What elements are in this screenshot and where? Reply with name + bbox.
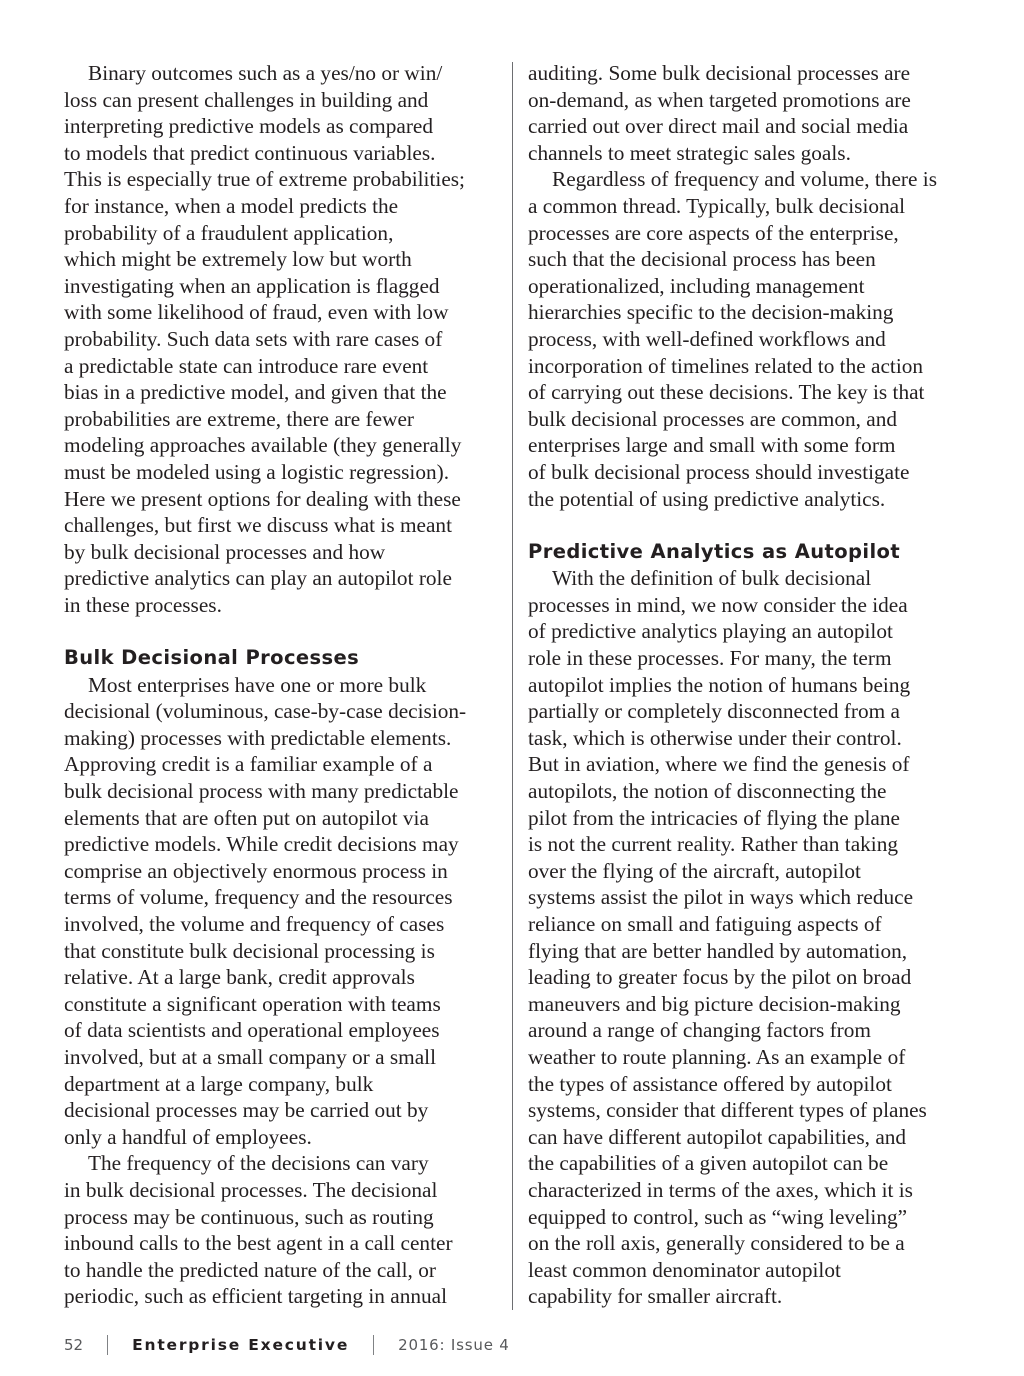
text-line: is not the current reality. Rather than taking [528,832,899,857]
text-line: process may be continuous, such as routing [64,1204,434,1229]
text-line: systems, consider that different types of planes [528,1098,927,1123]
text-line: bulk decisional processes are common, and [528,406,898,431]
text-line: maneuvers and big picture decision-making [528,991,901,1016]
text-line: But in aviation, where we find the genesis of [528,752,910,777]
footer-divider [373,1335,374,1355]
text-line: to handle the predicted nature of the call, or [64,1257,436,1282]
text-line: weather to route planning. As an example of [528,1044,906,1069]
text-line: autopilots, the notion of disconnecting the [528,779,887,804]
magazine-title: Enterprise Executive [132,1336,350,1354]
text-line: hierarchies specific to the decision-making [528,300,894,325]
left-column [64,60,500,1310]
text-line: periodic, such as efficient targeting in annual [64,1284,448,1309]
text-line: capability for smaller aircraft. [528,1284,783,1309]
paragraph-gap [64,618,500,645]
section-heading-predictive-analytics-autopilot: Predictive Analytics as Autopilot [528,539,901,563]
text-line: process, with well-defined workflows and [528,326,886,351]
text-line: least common denominator autopilot [528,1257,841,1282]
text-line: inbound calls to the best agent in a call center [64,1231,453,1256]
text-line: can have different autopilot capabilities, and [528,1124,907,1149]
text-line: processes in mind, we now consider the idea [528,592,908,617]
column-divider [512,62,513,1310]
text-line: The frequency of the decisions can vary [88,1151,429,1176]
page-number: 52 [64,1336,84,1354]
text-line: relative. At a large bank, credit approvals [64,965,415,990]
text-line: Most enterprises have one or more bulk [88,672,427,697]
text-line: task, which is otherwise under their control. [528,725,902,750]
text-line: reliance on small and fatiguing aspects of [528,912,882,936]
text-line: enterprises large and small with some form [528,433,896,458]
bulk-decisional-paragraph [64,672,500,1151]
frequency-paragraph [64,1150,500,1310]
paragraph-gap [528,512,964,539]
text-line: operationalized, including management [528,273,865,298]
text-line: carried out over direct mail and social media [528,114,909,139]
text-line: of predictive analytics playing an autopilot [528,619,893,644]
text-line: must be modeled using a logistic regression). [64,459,450,484]
text-line: which might be extremely low but worth [64,247,412,272]
text-line: processes are core aspects of the enterprise, [528,220,899,245]
text-line: with some likelihood of fraud, even with low [64,300,449,325]
text-line: predictive models. While credit decisions may [64,832,459,857]
text-line: Approving credit is a familiar example of a [64,752,433,777]
text-line: flying that are better handled by automation, [528,938,908,963]
text-line: This is especially true of extreme probabilities; [64,167,465,192]
text-line: to models that predict continuous variables. [64,140,436,165]
footer-divider [107,1335,108,1355]
text-line: such that the decisional process has been [528,247,876,272]
text-line: probability of a fraudulent application, [64,220,394,245]
text-line: investigating when an application is flagged [64,273,440,298]
text-line: elements that are often put on autopilot via [64,805,429,830]
autopilot-paragraph [528,565,964,1310]
text-line: leading to greater focus by the pilot on broad [528,965,912,990]
text-line: by bulk decisional processes and how [64,539,386,564]
text-line: characterized in terms of the axes, which it is [528,1177,913,1202]
text-line: bulk decisional process with many predictable [64,779,459,804]
text-line: equipped to control, such as “wing leveling” [528,1204,908,1229]
text-line: a predictable state can introduce rare event [64,353,429,378]
text-line: role in these processes. For many, the term [528,646,892,671]
text-line: Regardless of frequency and volume, there is [552,167,937,192]
text-line: department at a large company, bulk [64,1071,374,1096]
text-line: making) processes with predictable elements. [64,725,452,750]
text-line: incorporation of timelines related to the action [528,353,924,378]
text-line: decisional (voluminous, case-by-case decision- [64,699,467,724]
issue-label: 2016: Issue 4 [398,1336,510,1354]
auditing-paragraph-continued [528,60,964,166]
text-line: a common thread. Typically, bulk decisional [528,193,906,218]
text-line: interpreting predictive models as compared [64,114,434,139]
text-line: involved, the volume and frequency of cases [64,912,445,936]
text-line: terms of volume, frequency and the resources [64,885,453,910]
text-line: on-demand, as when targeted promotions are [528,87,911,112]
right-column [528,60,964,1310]
text-line: partially or completely disconnected from a [528,699,900,724]
text-line: of bulk decisional process should investigate [528,459,910,484]
text-line: auditing. Some bulk decisional processes are [528,61,911,85]
text-line: bias in a predictive model, and given that the [64,380,447,405]
text-line: With the definition of bulk decisional [552,566,872,591]
text-line: in bulk decisional processes. The decisional [64,1177,438,1202]
text-line: modeling approaches available (they generally [64,433,462,458]
text-line: channels to meet strategic sales goals. [528,140,851,165]
text-line: predictive analytics can play an autopilot role [64,566,452,591]
common-thread-paragraph [528,166,964,512]
text-line: pilot from the intricacies of flying the plane [528,805,900,830]
text-line: of data scientists and operational employees [64,1018,440,1043]
text-line: only a handful of employees. [64,1124,312,1149]
text-line: the potential of using predictive analytics. [528,486,886,511]
text-line: Binary outcomes such as a yes/no or win/ [88,61,443,85]
text-line: for instance, when a model predicts the [64,193,399,218]
text-line: probabilities are extreme, there are fewer [64,406,415,431]
text-line: that constitute bulk decisional processing is [64,938,435,963]
text-line: constitute a significant operation with teams [64,991,441,1016]
text-line: Here we present options for dealing with these [64,486,461,511]
page-footer [64,1333,510,1357]
text-line: systems assist the pilot in ways which reduce [528,885,914,910]
intro-paragraph [64,60,500,618]
text-line: decisional processes may be carried out by [64,1098,429,1123]
text-line: the types of assistance offered by autopilot [528,1071,892,1096]
text-line: over the flying of the aircraft, autopilot [528,858,861,883]
text-line: probability. Such data sets with rare cases of [64,326,443,351]
section-heading-bulk-decisional-processes: Bulk Decisional Processes [64,646,360,670]
text-line: loss can present challenges in building and [64,87,429,112]
text-line: on the roll axis, generally considered to be a [528,1231,905,1256]
text-line: around a range of changing factors from [528,1018,871,1043]
text-line: in these processes. [64,592,222,617]
text-line: comprise an objectively enormous process in [64,858,448,883]
text-line: challenges, but first we discuss what is meant [64,513,452,538]
text-line: autopilot implies the notion of humans being [528,672,911,697]
text-line: the capabilities of a given autopilot can be [528,1151,889,1176]
text-line: of carrying out these decisions. The key is that [528,380,925,405]
text-line: involved, but at a small company or a small [64,1044,437,1069]
